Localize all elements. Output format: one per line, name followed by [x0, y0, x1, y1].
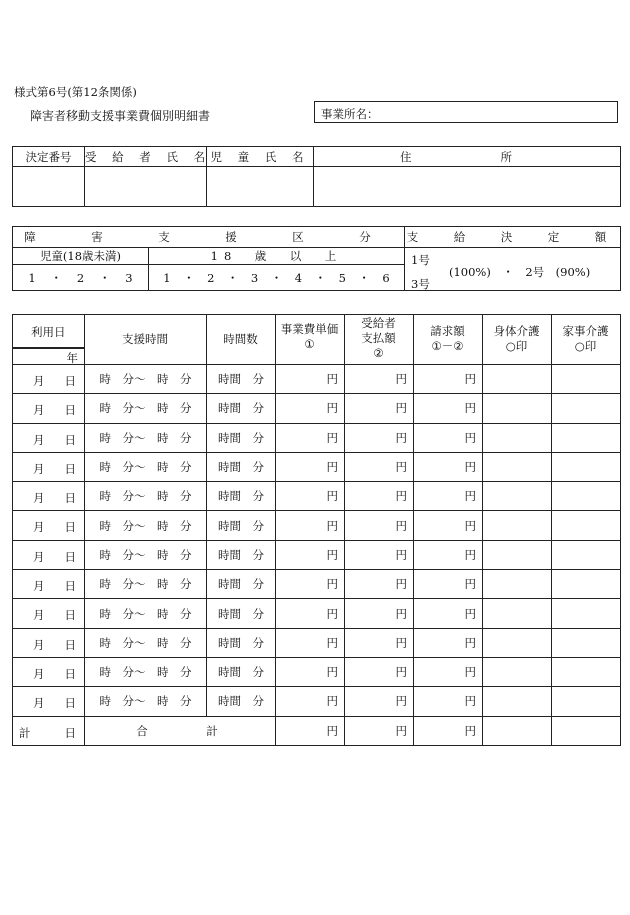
housework-care-cell[interactable] [552, 657, 621, 686]
hours-cell[interactable]: 時間 分 [207, 540, 276, 569]
support-time-cell[interactable]: 時 分～ 時 分 [85, 570, 207, 599]
usage-date-cell[interactable] [13, 570, 85, 599]
day-label: 日 [64, 666, 76, 681]
unit-price-cell[interactable]: 円 [276, 628, 345, 657]
hours-cell[interactable]: 時間 分 [207, 570, 276, 599]
housework-care-header-text [551, 324, 620, 354]
recipient-payment-header-text [344, 316, 413, 361]
unit-price-label: 事業費単価 [280, 322, 339, 336]
support-time-header-text: 支援時間 [122, 332, 168, 346]
usage-date-cell[interactable] [13, 628, 85, 657]
unit-price-cell[interactable]: 円 [276, 657, 345, 686]
month-label: 月 [33, 491, 45, 506]
recipient-payment-cell[interactable]: 円 [345, 687, 414, 716]
claim-label: 請求額 [430, 324, 465, 338]
unit-price-header-text [275, 322, 344, 352]
payment-no1: 1号 [411, 253, 430, 267]
housework-care-cell[interactable] [552, 394, 621, 423]
day-label: 日 [64, 461, 76, 476]
usage-date-cell[interactable] [13, 452, 85, 481]
housework-care-cell[interactable] [552, 452, 621, 481]
table-row [13, 628, 621, 657]
payment-label: 支払額 [361, 331, 396, 345]
child-name-cell[interactable] [207, 167, 314, 207]
child-grade: 2 [76, 270, 85, 285]
child-grade-cell[interactable] [13, 265, 149, 291]
support-class-header: 障 害 支 援 区 分 [13, 227, 405, 248]
hours-cell[interactable]: 時間 分 [207, 511, 276, 540]
table-row [13, 394, 621, 423]
month-label: 月 [33, 461, 45, 476]
housework-care-cell[interactable] [552, 628, 621, 657]
usage-date-cell[interactable] [13, 365, 85, 394]
body-care-cell[interactable] [483, 687, 552, 716]
body-care-cell[interactable] [483, 657, 552, 686]
claim-cell[interactable]: 円 [414, 657, 483, 686]
recipient-payment-cell[interactable]: 円 [345, 394, 414, 423]
child-grade: ・ [98, 270, 111, 285]
header-child-name: 児 童 氏 名 [207, 147, 314, 167]
recipient-info-table [12, 146, 621, 207]
table-row [13, 452, 621, 481]
claim-cell[interactable]: 円 [414, 540, 483, 569]
housework-care-label: 家事介護 [562, 324, 609, 338]
recipient-payment-cell[interactable]: 円 [345, 452, 414, 481]
child-class-label: 児童(18歳未満) [13, 248, 149, 265]
recipient-payment-mark: ② [373, 346, 384, 360]
page-title: 障害者移動支援事業費個別明細書 [30, 109, 211, 123]
hours-cell[interactable]: 時間 分 [207, 599, 276, 628]
day-label: 日 [64, 520, 76, 535]
hours-cell[interactable]: 時間 分 [207, 452, 276, 481]
housework-care-cell[interactable] [552, 687, 621, 716]
housework-care-cell[interactable] [552, 482, 621, 511]
body-care-cell[interactable] [483, 540, 552, 569]
month-label: 月 [33, 608, 45, 623]
office-name-box[interactable] [314, 101, 618, 123]
hours-cell[interactable]: 時間 分 [207, 394, 276, 423]
housework-care-mark: ○印 [574, 339, 597, 353]
total-housework-care[interactable] [552, 716, 621, 745]
hours-cell[interactable]: 時間 分 [207, 628, 276, 657]
day-label: 日 [64, 432, 76, 447]
usage-date-cell[interactable] [13, 657, 85, 686]
unit-price-cell[interactable]: 円 [276, 599, 345, 628]
total-kei-label: 計 [19, 725, 31, 740]
support-time-cell[interactable]: 時 分～ 時 分 [85, 423, 207, 452]
payment-amount-header: 支 給 決 定 額 [405, 227, 621, 248]
table-row [13, 423, 621, 452]
hours-cell[interactable]: 時間 分 [207, 687, 276, 716]
body-care-cell[interactable] [483, 511, 552, 540]
table-row [13, 482, 621, 511]
support-time-cell[interactable]: 時 分～ 時 分 [85, 452, 207, 481]
adult-class-label: 18 歳 以 上 [149, 248, 405, 265]
claim-cell[interactable]: 円 [414, 452, 483, 481]
office-name-label: 事業所名： [321, 107, 379, 121]
total-label: 合 計 [85, 716, 276, 745]
adult-grade: 6 [382, 270, 390, 285]
usage-detail-table [12, 314, 621, 746]
claim-cell[interactable]: 円 [414, 482, 483, 511]
usage-date-cell[interactable] [13, 482, 85, 511]
month-label: 月 [33, 432, 45, 447]
day-label: 日 [64, 579, 76, 594]
hours-cell[interactable]: 時間 分 [207, 365, 276, 394]
claim-cell[interactable]: 円 [414, 687, 483, 716]
support-time-cell[interactable]: 時 分～ 時 分 [85, 599, 207, 628]
housework-care-cell[interactable] [552, 570, 621, 599]
recipient-payment-cell[interactable]: 円 [345, 599, 414, 628]
support-time-cell[interactable]: 時 分～ 時 分 [85, 657, 207, 686]
housework-care-cell[interactable] [552, 511, 621, 540]
claim-cell[interactable]: 円 [414, 365, 483, 394]
month-label: 月 [33, 520, 45, 535]
hours-header-text: 時間数 [223, 332, 258, 346]
unit-price-cell[interactable]: 円 [276, 482, 345, 511]
adult-grade: ・ [183, 270, 195, 285]
unit-price-mark: ① [304, 337, 315, 351]
hours-cell[interactable]: 時間 分 [207, 482, 276, 511]
housework-care-cell[interactable] [552, 365, 621, 394]
body-care-cell[interactable] [483, 452, 552, 481]
usage-date-cell[interactable] [13, 599, 85, 628]
table-row [13, 657, 621, 686]
housework-care-cell[interactable] [552, 423, 621, 452]
claim-formula: ①－② [431, 339, 464, 353]
support-time-cell[interactable]: 時 分～ 時 分 [85, 365, 207, 394]
body-care-cell[interactable] [483, 570, 552, 599]
unit-price-cell[interactable]: 円 [276, 540, 345, 569]
usage-date-cell[interactable] [13, 394, 85, 423]
claim-cell[interactable]: 円 [414, 628, 483, 657]
claim-cell[interactable]: 円 [414, 570, 483, 599]
child-grade: 3 [125, 270, 133, 285]
usage-date-label: 利用日 [31, 325, 66, 339]
adult-grade: ・ [226, 270, 239, 285]
support-time-cell[interactable]: 時 分～ 時 分 [85, 511, 207, 540]
adult-grade: 4 [294, 270, 303, 285]
adult-grade: 3 [250, 270, 259, 285]
table-row [13, 365, 621, 394]
usage-date-cell[interactable] [13, 687, 85, 716]
claim-cell[interactable]: 円 [414, 423, 483, 452]
header-address: 住 所 [314, 147, 621, 167]
decision-number-cell[interactable] [13, 167, 85, 207]
month-label: 月 [33, 666, 45, 681]
support-time-cell[interactable]: 時 分～ 時 分 [85, 540, 207, 569]
unit-price-cell[interactable]: 円 [276, 687, 345, 716]
hours-cell[interactable]: 時間 分 [207, 423, 276, 452]
month-label: 月 [33, 579, 45, 594]
unit-price-cell[interactable]: 円 [276, 394, 345, 423]
usage-year-label: 年 [66, 351, 78, 365]
total-recipient-payment[interactable]: 円 [345, 716, 414, 745]
total-day-label: 日 [64, 725, 76, 740]
claim-cell[interactable]: 円 [414, 394, 483, 423]
month-label: 月 [33, 403, 45, 418]
recipient-payment-cell[interactable]: 円 [345, 657, 414, 686]
adult-grade: ・ [270, 270, 283, 285]
body-care-header-text [482, 324, 551, 354]
usage-date-cell[interactable] [13, 540, 85, 569]
adult-grade: 5 [338, 270, 346, 285]
body-care-cell[interactable] [483, 599, 552, 628]
body-care-cell[interactable] [483, 482, 552, 511]
body-care-label: 身体介護 [493, 324, 540, 338]
month-label: 月 [33, 637, 45, 652]
table-row [13, 599, 621, 628]
support-class-table [12, 226, 621, 291]
adult-grade: 2 [207, 270, 215, 285]
recipient-payment-cell[interactable]: 円 [345, 482, 414, 511]
total-claim[interactable]: 円 [414, 716, 483, 745]
adult-grade: ・ [358, 270, 370, 285]
adult-grade: ・ [314, 270, 327, 285]
hours-cell[interactable]: 時間 分 [207, 657, 276, 686]
body-care-mark: ○印 [505, 339, 528, 353]
header-recipient-name: 受 給 者 氏 名 [85, 147, 207, 167]
support-time-cell[interactable]: 時 分～ 時 分 [85, 394, 207, 423]
recipient-payment-cell[interactable]: 円 [345, 511, 414, 540]
recipient-payment-cell[interactable]: 円 [345, 570, 414, 599]
payment-no3: 3号 [411, 277, 430, 291]
adult-grade: 1 [163, 270, 171, 285]
body-care-cell[interactable] [483, 423, 552, 452]
day-label: 日 [64, 696, 76, 711]
unit-price-cell[interactable]: 円 [276, 423, 345, 452]
recipient-payment-cell[interactable]: 円 [345, 365, 414, 394]
month-label: 月 [33, 374, 45, 388]
body-care-cell[interactable] [483, 394, 552, 423]
total-unit-price[interactable]: 円 [276, 716, 345, 745]
support-time-cell[interactable]: 時 分～ 時 分 [85, 628, 207, 657]
recipient-label: 受給者 [361, 316, 396, 330]
unit-price-cell[interactable]: 円 [276, 511, 345, 540]
form-number: 様式第6号(第12条関係) [14, 85, 137, 99]
header-decision-number: 決定番号 [13, 147, 85, 167]
recipient-name-cell[interactable] [85, 167, 207, 207]
payment-rate: (100%) ・ 2号 (90%) [449, 265, 591, 279]
claim-cell[interactable]: 円 [414, 599, 483, 628]
child-grade: ・ [50, 270, 63, 285]
total-body-care[interactable] [483, 716, 552, 745]
recipient-payment-cell[interactable]: 円 [345, 423, 414, 452]
day-label: 日 [64, 374, 76, 388]
unit-price-cell[interactable]: 円 [276, 570, 345, 599]
table-row [13, 540, 621, 569]
day-label: 日 [64, 549, 76, 564]
table-row [13, 511, 621, 540]
month-label: 月 [33, 549, 45, 564]
recipient-payment-cell[interactable]: 円 [345, 628, 414, 657]
claim-cell[interactable]: 円 [414, 511, 483, 540]
payment-amount-cell[interactable] [405, 248, 621, 291]
unit-price-cell[interactable]: 円 [276, 365, 345, 394]
unit-price-cell[interactable]: 円 [276, 452, 345, 481]
body-care-cell[interactable] [483, 365, 552, 394]
header-usage-date [13, 315, 85, 365]
usage-date-cell[interactable] [13, 511, 85, 540]
support-time-cell[interactable]: 時 分～ 時 分 [85, 482, 207, 511]
month-label: 月 [33, 696, 45, 711]
body-care-cell[interactable] [483, 628, 552, 657]
adult-grade-cell[interactable] [149, 265, 405, 291]
table-row [13, 687, 621, 716]
address-cell[interactable] [314, 167, 621, 207]
housework-care-cell[interactable] [552, 540, 621, 569]
table-row [13, 570, 621, 599]
child-grade: 1 [28, 270, 36, 285]
claim-header-text [413, 324, 482, 354]
housework-care-cell[interactable] [552, 599, 621, 628]
total-days-cell [13, 716, 85, 745]
day-label: 日 [64, 403, 76, 418]
recipient-payment-cell[interactable]: 円 [345, 540, 414, 569]
usage-date-cell[interactable] [13, 423, 85, 452]
support-time-cell[interactable]: 時 分～ 時 分 [85, 687, 207, 716]
day-label: 日 [64, 608, 76, 623]
day-label: 日 [64, 637, 76, 652]
day-label: 日 [64, 491, 76, 506]
